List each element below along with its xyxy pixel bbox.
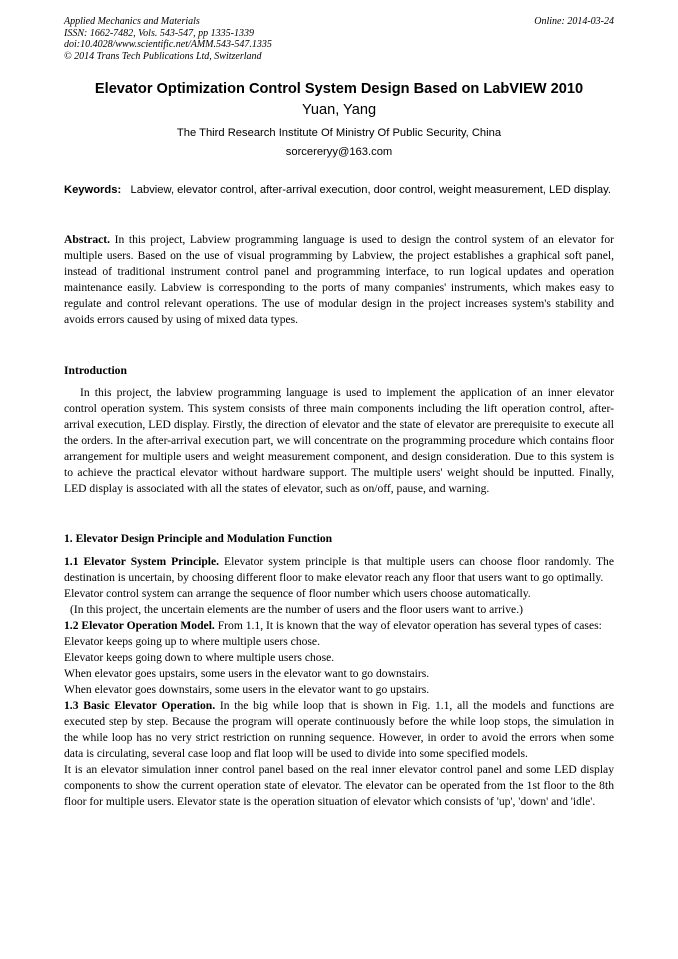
keywords-text: Labview, elevator control, after-arrival execution, door control, weight measurement, LED display. [130,184,611,196]
affiliation: The Third Research Institute Of Ministry Of Public Security, China [176,127,502,139]
author-email: sorcereryy@163.com [285,146,393,158]
section1-heading: 1. Elevator Design Principle and Modulation Function [64,532,333,545]
keywords-label: Keywords: [64,184,122,196]
introduction-heading: Introduction [64,364,127,377]
doi-line: doi:10.4028/www.scientific.net/AMM.543-547.1335 [64,39,272,50]
s12-case-2: Elevator keeps going down to where multiple users chose. [64,651,335,664]
abstract-label: Abstract. [64,233,111,246]
s12-case-1: Elevator keeps going up to where multiple users chose. [64,635,320,648]
s11-paragraph-3: (In this project, the uncertain elements are the number of users and the floor users want to arrive.) [70,603,523,616]
issn-line: ISSN: 1662-7482, Vols. 543-547, pp 1335-1339 [64,27,254,39]
s12-label: 1.2 Elevator Operation Model. [64,619,215,632]
abstract-text: In this project, Labview programming language is used to design the control system of an elevator for multiple users. Based on the use of visual programming by Labview, the project establishes a graphical soft panel, instead of traditional instrument control panel and programming interface, to run logical updates and operation maintenance easily. Labview is corresponding to the ports of many companies' instruments, which makes easy to regulate and control relevant operations. The use of modular design in the project increases system's stability and avoids errors caused by using of mixed data types. [64,233,614,326]
introduction-text: In this project, the labview programming language is used to implement the application of an inner elevator control operation system. This system consists of three main components including the lift operation control, after-arrival execution, LED display. Firstly, the direction of elevator and the state of elevator are prerequisite to execute all the orders. In the after-arrival execution part, we will concentrate on the programming procedure which contains floor arrangement for multiple users and weight measurement component, and design consideration. Due to this system is to achieve the practical elevator without hardware support. The multiple users' weight should be inputted. Finally, LED display is associated with all the states of elevator, such as on/off, pause, and warning. [64,386,614,495]
copyright-line: © 2014 Trans Tech Publications Ltd, Switzerland [64,50,262,62]
s13-label: 1.3 Basic Elevator Operation. [64,699,216,712]
paper-title: Elevator Optimization Control System Design Based on LabVIEW 2010 [94,81,584,97]
online-date: Online: 2014-03-24 [534,16,614,27]
keywords-block [64,183,614,198]
s12-text: From 1.1, It is known that the way of elevator operation has several types of cases: [217,619,602,632]
s11-label: 1.1 Elevator System Principle. [64,555,220,568]
s12-case-3: When elevator goes upstairs, some users in the elevator want to go downstairs. [64,667,430,680]
s11-text: Elevator system principle is that multiple users can choose floor randomly. The destination is uncertain, by choosing different floor to make elevator reach any floor that users want to go optimally. [64,555,614,584]
abstract-block [64,232,614,328]
s11-paragraph [64,554,614,586]
s12-paragraph [64,618,614,634]
section1-body [64,554,614,810]
s13-paragraph [64,698,614,762]
author-name: Yuan, Yang [301,102,377,118]
s12-case-4: When elevator goes downstairs, some users in the elevator want to go upstairs. [64,683,430,696]
s13-text: In the big while loop that is shown in Fig. 1.1, all the models and functions are executed step by step. Because the program will operate continuously before the while loop stops, the simulation in the while loop has no very strict restriction on running sequence. However, in order to avoid the errors when some data is circulating, several case loop and flat loop will be used to divide into some specified models. [64,699,614,760]
journal-name: Applied Mechanics and Materials [64,16,200,27]
s13-paragraph-2: It is an elevator simulation inner control panel based on the real inner elevator control panel and some LED display components to show the current operation state of elevator. The elevator can be operated from the 1st floor to the 8th floor for multiple users. Elevator state is the operation situation of elevator which consists of 'up', 'down' and 'idle'. [64,763,614,808]
s11-paragraph-2: Elevator control system can arrange the sequence of floor number which users choose automatically. [64,587,531,600]
journal-header [64,16,272,62]
